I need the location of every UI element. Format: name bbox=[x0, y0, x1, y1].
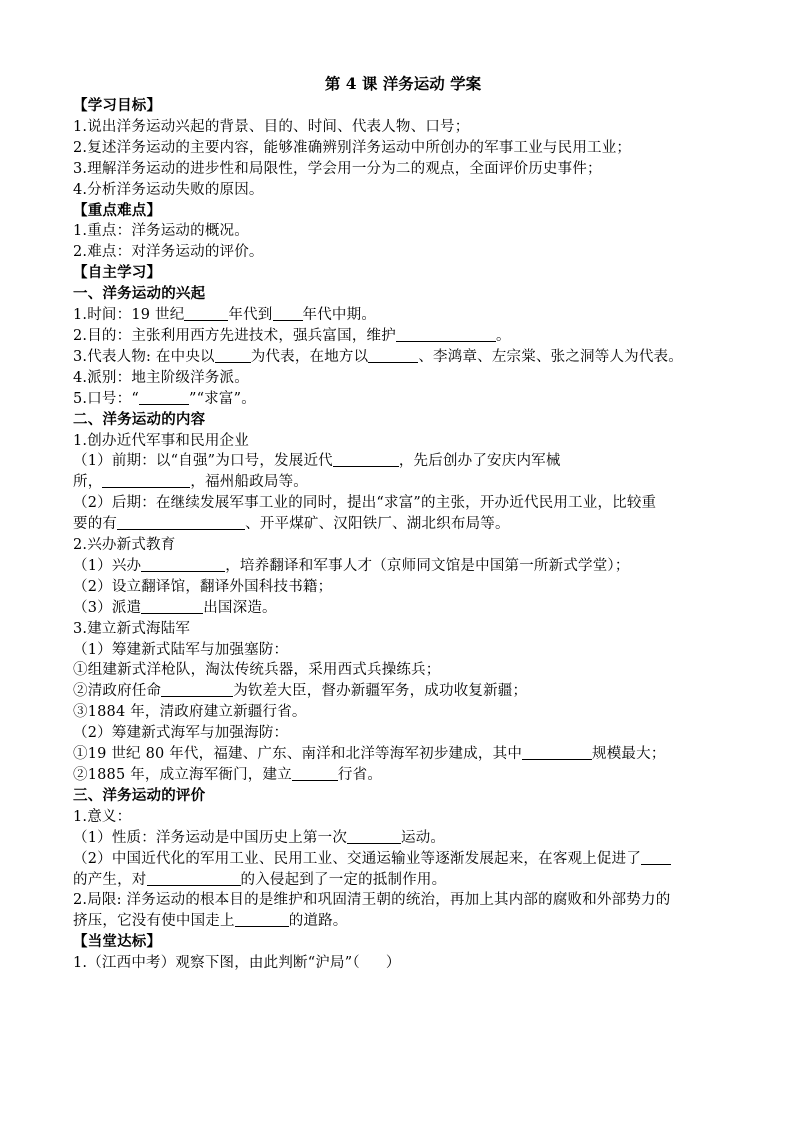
line-text: 所， bbox=[73, 474, 103, 491]
line-text: （2）中国近代化的军用工业、民用工业、交通运输业等逐渐发展起来，在客观上促进了 bbox=[73, 850, 642, 867]
goal-item: 2.复述洋务运动的主要内容，能够准确辨别洋务运动中所创办的军事工业与民用工业； bbox=[73, 139, 632, 156]
content-line: （2）后期：在继续发展军事工业的同时，提出“求富”的主张，开办近代民用工业，比较重 bbox=[73, 495, 657, 512]
answer-blank[interactable] bbox=[117, 514, 245, 530]
answer-blank[interactable] bbox=[147, 870, 241, 886]
page-title: 第 4 课 洋务运动 学案 bbox=[324, 74, 482, 93]
line-text: 行省。 bbox=[337, 767, 383, 783]
line-text: 的产生，对 bbox=[73, 871, 147, 888]
goal-item: 1.说出洋务运动兴起的背景、目的、时间、代表人物、口号； bbox=[73, 118, 470, 135]
content-line bbox=[73, 765, 733, 786]
line-text: 要的有 bbox=[73, 516, 118, 533]
content-line: ①组建新式洋枪队，淘汰传统兵器，采用西式兵操练兵； bbox=[73, 662, 441, 679]
line-text: 出国深造。 bbox=[203, 599, 277, 616]
evaluation-line bbox=[73, 870, 733, 891]
content-line: ③1884 年，清政府建立新疆行省。 bbox=[73, 704, 307, 721]
answer-blank[interactable] bbox=[141, 556, 225, 572]
answer-blank[interactable] bbox=[215, 347, 251, 363]
answer-blank[interactable] bbox=[396, 326, 496, 342]
evaluation-item-1: 1.意义： bbox=[73, 808, 132, 825]
line-text: 年代中期。 bbox=[302, 307, 377, 324]
line-text: 。 bbox=[495, 327, 511, 344]
line-text: 规模最大； bbox=[592, 746, 666, 763]
content-item-3: 3.建立新式海陆军 bbox=[73, 620, 191, 637]
content-line bbox=[73, 451, 733, 472]
content-line bbox=[73, 556, 733, 577]
section-heading-goals: 【学习目标】 bbox=[73, 97, 162, 114]
rise-purpose-line bbox=[73, 326, 733, 347]
rise-figures-line bbox=[73, 347, 733, 368]
line-text: ） bbox=[385, 955, 401, 972]
line-text: ”“求富”。 bbox=[188, 390, 256, 407]
practice-question-1 bbox=[73, 953, 733, 974]
content-line: （2）筹建新式海军与加强海防： bbox=[73, 725, 289, 742]
content-item-2: 2.兴办新式教育 bbox=[73, 537, 176, 554]
line-text: 3.代表人物: 在中央以 bbox=[73, 348, 215, 365]
answer-blank[interactable] bbox=[161, 681, 233, 697]
line-text: 5.口号：“ bbox=[73, 390, 139, 407]
evaluation-line: 2.局限: 洋务运动的根本目的是维护和巩固清王朝的统治，再加上其内部的腐败和外部势力的 bbox=[73, 892, 671, 909]
line-text: （1）前期：以“自强”为口号，发展近代 bbox=[73, 453, 333, 470]
line-text: ，先后创办了安庆内军械 bbox=[398, 453, 561, 470]
keypoint-item: 2.难点：对洋务运动的评价。 bbox=[73, 244, 264, 261]
section-heading-practice: 【当堂达标】 bbox=[73, 933, 162, 951]
content-line bbox=[73, 514, 733, 535]
evaluation-line bbox=[73, 911, 733, 932]
line-text: 2.目的：主张利用西方先进技术，强兵富国，维护 bbox=[73, 327, 396, 344]
line-text: 为钦差大臣，督办新疆军务，成功收复新疆； bbox=[233, 683, 528, 700]
content-line: （1）筹建新式陆军与加强塞防： bbox=[73, 641, 289, 658]
line-text: ②清政府任命 bbox=[73, 683, 162, 700]
answer-blank[interactable] bbox=[292, 765, 338, 781]
content-line bbox=[73, 681, 733, 702]
line-text: 挤压，它没有使中国走上 bbox=[73, 913, 235, 930]
content-item-1: 1.创办近代军事和民用企业 bbox=[73, 432, 249, 449]
line-text: 年代到 bbox=[228, 307, 273, 324]
line-text: 、开平煤矿、汉阳铁厂、湖北织布局等。 bbox=[245, 516, 510, 533]
keypoint-item: 1.重点：洋务运动的概况。 bbox=[73, 223, 249, 240]
answer-blank[interactable] bbox=[273, 305, 303, 321]
line-text: 运动。 bbox=[401, 829, 446, 846]
line-text: （1）性质：洋务运动是中国历史上第一次 bbox=[73, 829, 348, 846]
line-text: （1）兴办 bbox=[73, 557, 142, 574]
line-text: （3）派遣 bbox=[73, 599, 142, 616]
rise-slogan-line bbox=[73, 389, 733, 410]
rise-time-line bbox=[73, 305, 733, 326]
evaluation-line bbox=[73, 849, 733, 870]
subsection-heading-evaluation: 三、洋务运动的评价 bbox=[73, 786, 206, 804]
line-text: 的入侵起到了一定的抵制作用。 bbox=[240, 871, 447, 888]
line-text: ，福州船政局等。 bbox=[190, 474, 309, 491]
answer-blank[interactable] bbox=[368, 347, 418, 363]
rise-faction-line: 4.派别：地主阶级洋务派。 bbox=[73, 369, 249, 386]
answer-blank[interactable] bbox=[641, 849, 671, 865]
line-text: 的道路。 bbox=[288, 913, 348, 930]
worksheet-document bbox=[73, 72, 733, 974]
answer-blank[interactable] bbox=[347, 828, 401, 844]
evaluation-line bbox=[73, 828, 733, 849]
line-text: ②1885 年，成立海军衙门，建立 bbox=[73, 767, 292, 783]
subsection-heading-content: 二、洋务运动的内容 bbox=[73, 410, 206, 428]
content-line bbox=[73, 598, 733, 619]
line-text: ，培养翻译和军事人才（京师同文馆是中国第一所新式学堂）； bbox=[225, 557, 630, 574]
line-text: 为代表，在地方以 bbox=[250, 348, 369, 365]
answer-blank[interactable] bbox=[235, 911, 289, 927]
line-text: 、李鸿章、左宗棠、张之洞等人为代表。 bbox=[418, 348, 683, 365]
goal-item: 3.理解洋务运动的进步性和局限性，学会用一分为二的观点，全面评价历史事件； bbox=[73, 160, 602, 177]
line-text: 1.时间：19 世纪 bbox=[73, 307, 185, 324]
line-text: 1.（江西中考）观察下图，由此判断“沪局”（ bbox=[73, 955, 360, 972]
line-text: ①19 世纪 80 年代，福建、广东、南洋和北洋等海军初步建成，其中 bbox=[73, 746, 523, 763]
subsection-heading-rise: 一、洋务运动的兴起 bbox=[73, 285, 206, 303]
content-line bbox=[73, 472, 733, 493]
answer-blank[interactable] bbox=[139, 389, 189, 405]
answer-blank[interactable] bbox=[141, 598, 203, 614]
section-heading-keypoints: 【重点难点】 bbox=[73, 201, 162, 219]
content-line bbox=[73, 744, 733, 765]
goal-item: 4.分析洋务运动失败的原因。 bbox=[73, 181, 264, 198]
section-heading-selfstudy: 【自主学习】 bbox=[73, 264, 162, 282]
answer-blank[interactable] bbox=[333, 451, 399, 467]
answer-blank[interactable] bbox=[184, 305, 228, 321]
answer-blank[interactable] bbox=[102, 472, 190, 488]
content-line: （2）设立翻译馆，翻译外国科技书籍； bbox=[73, 578, 333, 595]
answer-blank[interactable] bbox=[522, 744, 592, 760]
